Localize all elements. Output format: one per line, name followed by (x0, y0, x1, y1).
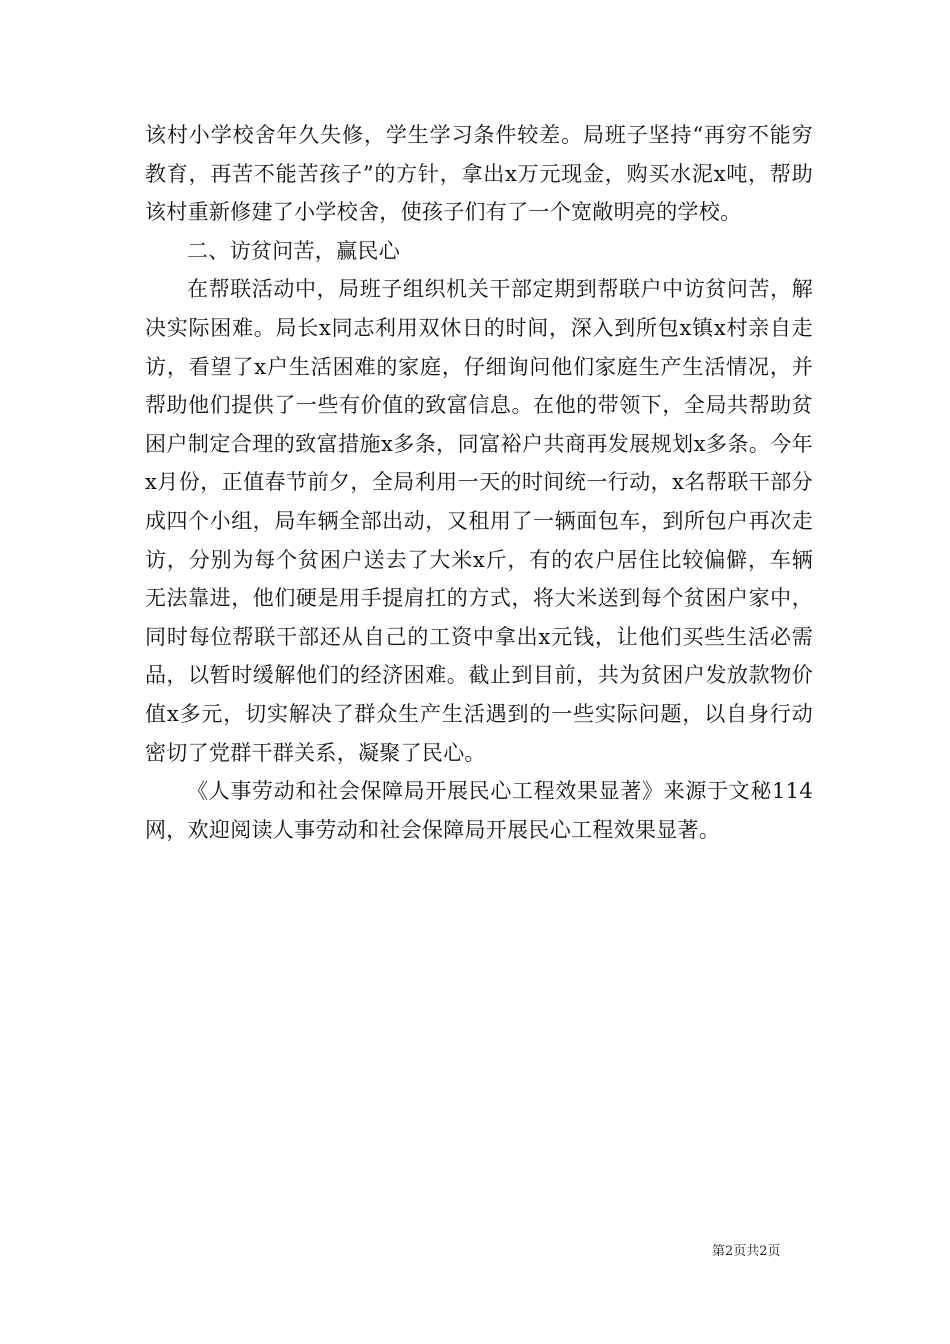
paragraph-continuation: 该村小学校舍年久失修，学生学习条件较差。局班子坚持“再穷不能穷教育，再苦不能苦孩子”的方针，拿出x万元现金，购买水泥x吨，帮助该村重新修建了小学校舍，使孩子们有了一个宽敞明亮的学校。 (145, 123, 813, 225)
page-number: 第2页共2页 (712, 1244, 781, 1259)
paragraph-source-note: 《人事劳动和社会保障局开展民心工程效果显著》来源于文秘114网，欢迎阅读人事劳动和社会保障局开展民心工程效果显著。 (145, 779, 813, 842)
paragraph-visits: 在帮联活动中，局班子组织机关干部定期到帮联户中访贫问苦，解决实际困难。局长x同志利用双休日的时间，深入到所包x镇x村亲自走访，看望了x户生活困难的家庭，仔细询问他们家庭生产生活情况，并帮助他们提供了一些有价值的致富信息。在他的带领下，全局共帮助贫困户制定合理的致富措施x多条，同富裕户共商再发展规划x多条。今年x月份，正值春节前夕，全局利用一天的时间统一行动，x名帮联干部分成四个小组，局车辆全部出动，又租用了一辆面包车，到所包户再次走访，分别为每个贫困户送去了大米x斤，有的农户居住比较偏僻，车辆无法靠进，他们硬是用手提肩扛的方式，将大米送到每个贫困户家中，同时每位帮联干部还从自己的工资中拿出x元钱，让他们买些生活必需品，以暂时缓解他们的经济困难。截止到目前，共为贫困户发放款物价值x多元，切实解决了群众生产生活遇到的一些实际问题，以自身行动密切了党群干群关系，凝聚了民心。 (145, 277, 813, 765)
document-body (145, 116, 813, 849)
section-heading: 二、访贫问苦，赢民心 (187, 238, 400, 263)
